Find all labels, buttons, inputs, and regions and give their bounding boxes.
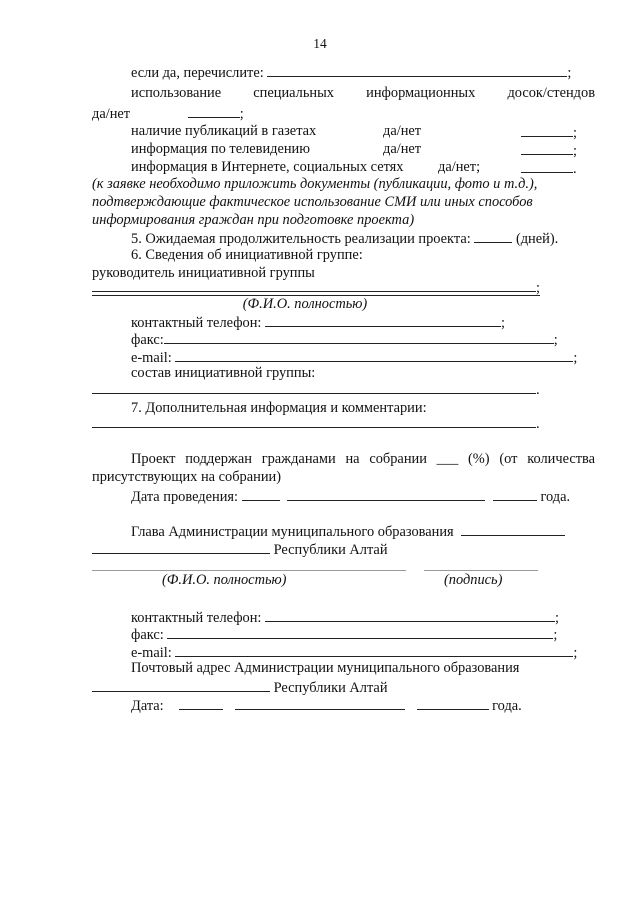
- support-word-1: Проект: [131, 451, 176, 467]
- composition-line: .: [92, 380, 540, 399]
- television-answer: ;: [521, 141, 577, 160]
- head-date-label: Дата:: [131, 698, 164, 714]
- support-word-7: (%): [468, 451, 490, 467]
- meeting-year-label: года.: [540, 489, 571, 505]
- leader-phone-label: контактный телефон:: [131, 315, 262, 331]
- support-word-9: количества: [527, 451, 595, 467]
- postal-republic: Республики Алтай: [273, 680, 388, 696]
- leader-phone-line: контактный телефон: ;: [131, 315, 506, 331]
- support-line-1: [131, 451, 595, 468]
- internet-answer-blank[interactable]: [521, 159, 573, 173]
- leader-name-blank[interactable]: [92, 278, 536, 292]
- postal-municipality-blank[interactable]: [92, 678, 270, 692]
- media-note-line-1: (к заявке необходимо приложить документы (публикации, фото и т.д.),: [92, 176, 538, 192]
- support-word-8: (от: [499, 451, 518, 467]
- head-fio-caption: (Ф.И.О. полностью): [162, 572, 287, 588]
- television-label: информация по телевидению: [131, 141, 311, 157]
- head-title: Глава Администрации муниципального образования: [131, 524, 454, 540]
- internet-label: информация в Интернете, социальных сетях: [131, 159, 404, 175]
- support-word-3: гражданами: [261, 451, 336, 467]
- head-email-blank[interactable]: [175, 643, 573, 657]
- section5-unit: (дней).: [515, 231, 559, 247]
- section7-title: 7. Дополнительная информация и комментарии:: [131, 400, 427, 416]
- leader-phone-blank[interactable]: [265, 313, 501, 327]
- duration-blank[interactable]: [474, 229, 512, 243]
- boards-word-1: использование: [131, 85, 222, 101]
- leader-fax-label: факс:: [131, 332, 164, 348]
- page-number: 14: [313, 36, 327, 51]
- head-title-line: [131, 522, 565, 541]
- boards-answer-line: да/нет ;: [92, 106, 244, 122]
- media-list-blank[interactable]: [267, 63, 567, 77]
- head-year-blank[interactable]: [417, 696, 489, 710]
- head-signature-rule[interactable]: [424, 570, 538, 571]
- newspapers-answer: ;: [521, 123, 577, 142]
- composition-label: состав инициативной группы:: [131, 365, 316, 381]
- media-list-label: если да, перечислите:: [131, 65, 264, 81]
- head-signature-caption: (подпись): [444, 572, 503, 588]
- newspapers-yes-no: да/нет: [383, 123, 422, 139]
- support-word-5: собрании: [369, 451, 427, 467]
- head-fax-line: факс: ;: [131, 627, 558, 643]
- head-email-line: e-mail: ;: [131, 645, 578, 661]
- meeting-date-label: Дата проведения:: [131, 489, 239, 505]
- head-fio-rule[interactable]: [92, 570, 406, 571]
- head-fax-label: факс:: [131, 627, 164, 643]
- head-fax-blank[interactable]: [167, 625, 553, 639]
- newspapers-answer-blank[interactable]: [521, 123, 573, 137]
- head-municipality-blank-2[interactable]: [92, 540, 270, 554]
- internet-yes-no: да/нет;: [438, 159, 481, 175]
- head-phone-label: контактный телефон:: [131, 610, 262, 626]
- leader-fax-line: факс: ;: [131, 332, 558, 348]
- internet-answer: .: [521, 159, 577, 178]
- support-word-2: поддержан: [185, 451, 252, 467]
- head-month-blank[interactable]: [235, 696, 405, 710]
- boards-word-4: досок/стендов: [507, 85, 595, 101]
- leader-label: руководитель инициативной группы: [92, 265, 315, 281]
- postal-address-line: [92, 678, 388, 697]
- head-republic-line: [92, 540, 388, 559]
- leader-caption-rule: [92, 295, 540, 296]
- head-day-blank[interactable]: [179, 696, 223, 710]
- head-year-label: года.: [492, 698, 522, 714]
- meeting-year-blank[interactable]: [493, 487, 537, 501]
- section7-line: .: [92, 414, 540, 433]
- television-answer-blank[interactable]: [521, 141, 573, 155]
- leader-fax-blank[interactable]: [164, 330, 554, 344]
- meeting-month-blank[interactable]: [287, 487, 485, 501]
- composition-blank[interactable]: [92, 380, 536, 394]
- boards-word-3: информационных: [366, 85, 476, 101]
- leader-name-line: ;: [92, 278, 540, 297]
- leader-email-blank[interactable]: [175, 348, 573, 362]
- head-phone-line: контактный телефон: ;: [131, 610, 560, 626]
- section5-text: 5. Ожидаемая продолжительность реализации проекта:: [131, 231, 471, 247]
- support-percent-blank[interactable]: ___: [436, 451, 459, 467]
- head-municipality-blank[interactable]: [461, 522, 565, 536]
- boards-word-2: специальных: [253, 85, 334, 101]
- boards-answer-blank[interactable]: [188, 104, 240, 118]
- media-note-line-2: подтверждающие фактическое использование СМИ или иных способов: [92, 194, 533, 210]
- boards-yes-no: да/нет: [92, 106, 131, 122]
- head-republic: Республики Алтай: [273, 542, 388, 558]
- meeting-day-blank[interactable]: [242, 487, 280, 501]
- television-yes-no: да/нет: [383, 141, 422, 157]
- head-phone-blank[interactable]: [265, 608, 555, 622]
- media-list-line: если да, перечислите: ;: [131, 65, 572, 81]
- section7-blank[interactable]: [92, 414, 536, 428]
- head-email-label: e-mail:: [131, 645, 172, 661]
- leader-fio-caption: (Ф.И.О. полностью): [242, 296, 368, 312]
- boards-line: [131, 85, 595, 102]
- leader-email-line: e-mail: ;: [131, 350, 578, 366]
- media-note-line-3: информирования граждан при подготовке проекта): [92, 212, 415, 228]
- newspapers-label: наличие публикаций в газетах: [131, 123, 317, 139]
- section5-line: [131, 229, 558, 248]
- support-word-4: на: [345, 451, 360, 467]
- meeting-date-line: [131, 487, 570, 506]
- leader-email-label: e-mail:: [131, 350, 172, 366]
- postal-address-label: Почтовый адрес Администрации муниципального образования: [131, 660, 520, 676]
- support-line-2: присутствующих на собрании): [92, 469, 282, 485]
- section6-title: 6. Сведения об инициативной группе:: [131, 247, 363, 263]
- head-date-line: [131, 696, 522, 715]
